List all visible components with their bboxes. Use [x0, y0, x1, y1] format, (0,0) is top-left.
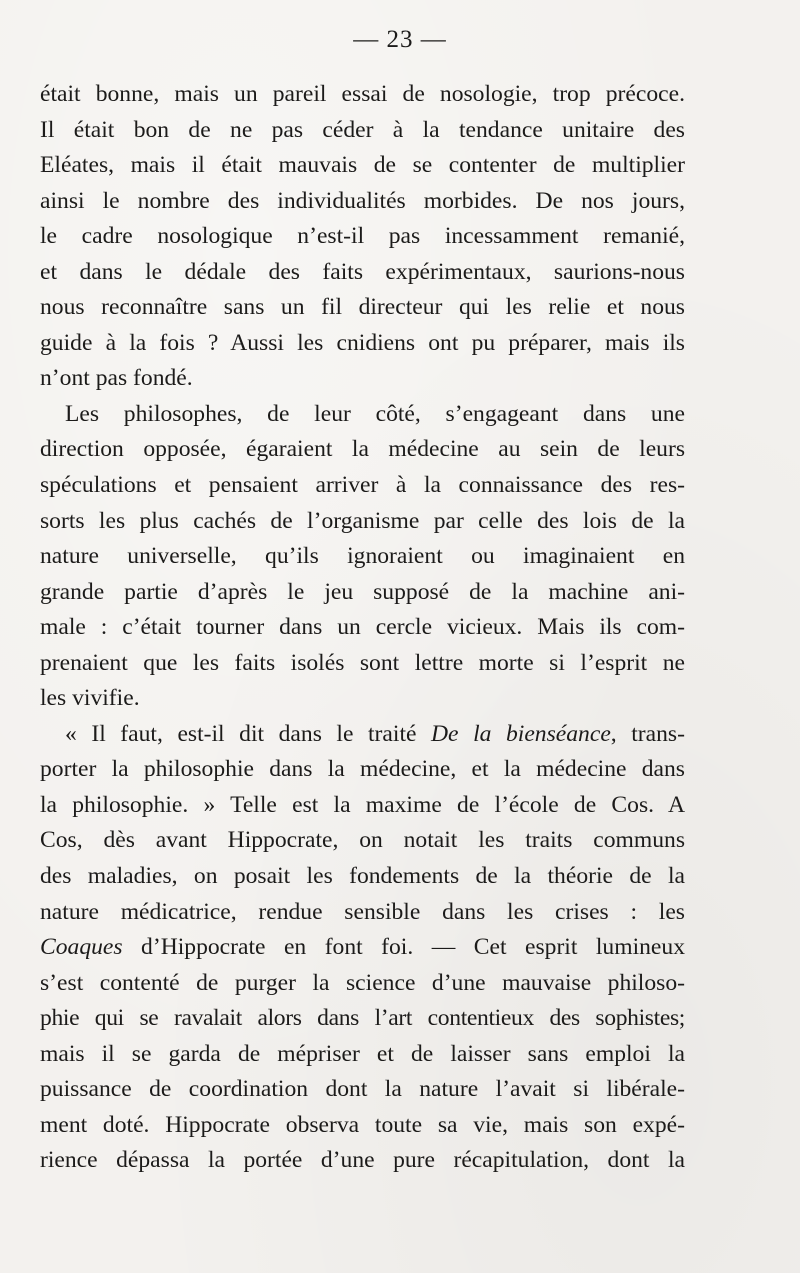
italic-title: Coaques	[40, 934, 123, 961]
text-line: Eléates, mais il était mauvais de se contenter de multiplier	[40, 152, 685, 179]
text-line	[40, 717, 685, 753]
text-line: male : c’était tourner dans un cercle vicieux. Mais ils com-	[40, 614, 685, 641]
text-line: était bonne, mais un pareil essai de nosologie, trop précoce.	[40, 81, 685, 107]
body-text	[40, 77, 685, 1179]
text-line: ment doté. Hippocrate observa toute sa vie, mais son expé-	[40, 1111, 685, 1138]
text-line: n’ont pas fondé.	[40, 365, 193, 392]
text-line: Les philosophes, de leur côté, s’engageant dans une	[65, 400, 685, 427]
text-line: sorts les plus cachés de l’organisme par celle des lois de la	[40, 507, 685, 534]
text-segment: phie qui se ravalait alors dans l’art contentieux des sophistes;	[40, 1005, 685, 1032]
page-number: — 23 —	[353, 26, 447, 53]
text-segment: d’Hippocrate en font foi. — Cet esprit lumineux	[122, 934, 685, 961]
text-line: nature médicatrice, rendue sensible dans les crises : les	[40, 898, 685, 925]
text-line: rience dépassa la portée d’une pure récapitulation, dont la	[40, 1147, 685, 1174]
text-line: guide à la fois ? Aussi les cnidiens ont pu préparer, mais ils	[40, 329, 685, 356]
text-line: s’est contenté de purger la science d’une mauvaise philoso-	[40, 969, 685, 996]
text-line: Cos, dès avant Hippocrate, on notait les traits communs	[40, 827, 685, 854]
text-line: les vivifie.	[40, 685, 140, 712]
text-line: ainsi le nombre des individualités morbides. De nos jours,	[40, 187, 685, 214]
text-line: mais il se garda de mépriser et de laisser sans emploi la	[40, 1040, 685, 1067]
text-line: et dans le dédale des faits expérimentaux, saurions-nous	[40, 258, 685, 285]
text-line: la philosophie. » Telle est la maxime de l’école de Cos. A	[40, 791, 685, 818]
text-line: Il était bon de ne pas céder à la tendance unitaire des	[40, 116, 685, 143]
text-line: le cadre nosologique n’est-il pas incessamment remanié,	[40, 223, 685, 250]
text-line: direction opposée, égaraient la médecine au sein de leurs	[40, 436, 685, 463]
text-segment: « Il faut, est-il dit dans le traité	[65, 720, 432, 747]
text-line: nous reconnaître sans un fil directeur qui les relie et nous	[40, 294, 685, 321]
italic-title: De la bienséance	[431, 720, 611, 747]
text-line: nature universelle, qu’ils ignoraient ou imaginaient en	[40, 543, 685, 570]
text-line: porter la philosophie dans la médecine, et la médecine dans	[40, 756, 685, 783]
text-line	[40, 930, 685, 966]
text-line: spéculations et pensaient arriver à la connaissance des res-	[40, 472, 685, 499]
text-line: grande partie d’après le jeu supposé de la machine ani-	[40, 578, 685, 605]
text-line: prenaient que les faits isolés sont lettre morte si l’esprit ne	[40, 649, 685, 676]
text-segment: , trans-	[610, 720, 685, 747]
text-line	[40, 1001, 685, 1037]
text-line: des maladies, on posait les fondements de la théorie de la	[40, 863, 685, 890]
text-line: puissance de coordination dont la nature l’avait si libérale-	[40, 1076, 685, 1103]
